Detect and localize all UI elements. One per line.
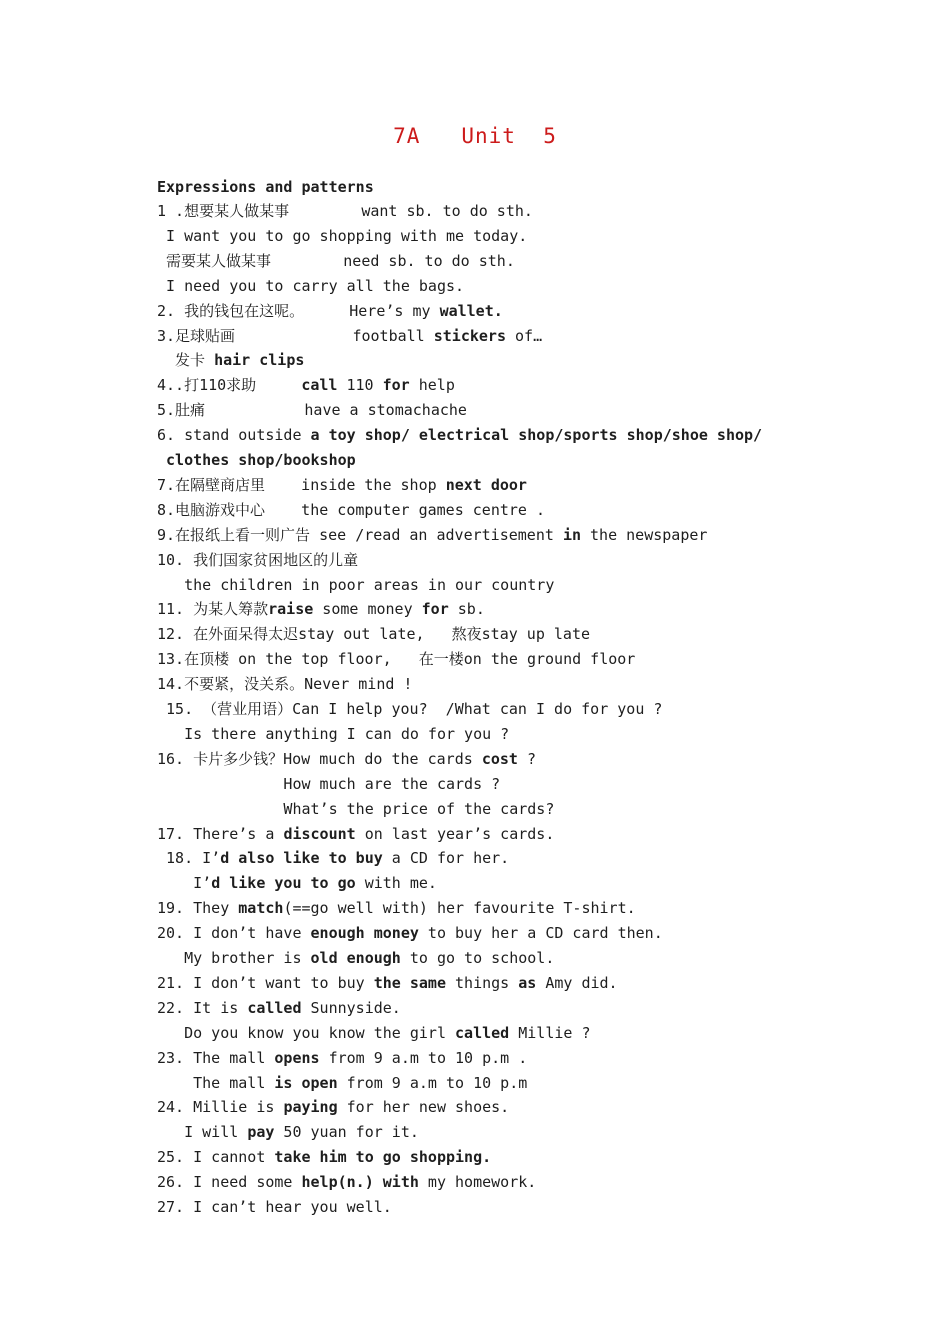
expression-line [157, 1048, 527, 1068]
text-segment: sb. [448, 600, 485, 618]
expression-line [157, 251, 515, 271]
text-segment: 23. The mall [157, 1049, 275, 1067]
bold-phrase: wallet. [439, 302, 503, 320]
bold-phrase: opens [274, 1049, 320, 1067]
text-segment: ? [517, 750, 536, 768]
text-segment: 发卡 [157, 351, 215, 369]
text-segment: Do you know you know the girl [157, 1024, 456, 1042]
expression-line [157, 649, 635, 669]
expression-line [157, 923, 663, 943]
text-segment: 14.不要紧，没关系。Never mind ! [157, 675, 413, 693]
expression-line [157, 550, 358, 570]
expression-line [157, 276, 464, 296]
expression-line [157, 873, 437, 893]
bold-phrase: is open [274, 1074, 338, 1092]
text-segment: to buy her a CD card then. [418, 924, 663, 942]
text-segment: 11. 为某人筹款 [157, 600, 269, 618]
text-segment: to go to school. [400, 949, 555, 967]
text-segment: 26. I need some [157, 1173, 302, 1191]
text-segment: 8.电脑游戏中心 the computer games centre . [157, 501, 546, 519]
bold-phrase: for [421, 600, 449, 618]
text-segment: 10. 我们国家贫困地区的儿童 [157, 551, 359, 569]
text-segment: 19. They [157, 899, 239, 917]
expression-line [157, 674, 412, 694]
bold-phrase: as [518, 974, 537, 992]
text-segment: 50 yuan for it. [274, 1123, 419, 1141]
text-segment: Sunnyside. [301, 999, 401, 1017]
text-segment: some money [313, 600, 422, 618]
expression-line [157, 948, 554, 968]
text-segment: 9.在报纸上看一则广告 see /read an advertisement [157, 526, 563, 544]
text-segment: I’ [157, 874, 212, 892]
text-segment: 6. stand outside [157, 426, 311, 444]
text-segment: I will [157, 1123, 248, 1141]
bold-phrase: the same [373, 974, 446, 992]
text-segment: I need you to carry all the bags. [157, 277, 465, 295]
expression-line [157, 425, 762, 445]
text-segment: 21. I don’t want to buy [157, 974, 374, 992]
text-segment: Millie ? [509, 1024, 591, 1042]
expression-line [157, 1023, 590, 1043]
text-segment: 20. I don’t have [157, 924, 311, 942]
bold-phrase: called [247, 999, 302, 1017]
expression-line [157, 724, 509, 744]
text-segment: 4..打110求助 [157, 376, 302, 394]
expression-line [157, 973, 618, 993]
text-segment: a CD for her. [382, 849, 510, 867]
text-segment: help [409, 376, 455, 394]
expression-line [157, 350, 304, 370]
expression-line [157, 824, 554, 844]
text-segment: The mall [157, 1074, 275, 1092]
expression-line [157, 898, 636, 918]
text-segment: on last year’s cards. [355, 825, 555, 843]
expression-line [157, 749, 536, 769]
expression-line [157, 575, 554, 595]
expression-line [157, 1122, 419, 1142]
bold-phrase: for [382, 376, 410, 394]
bold-phrase: enough money [310, 924, 419, 942]
expression-line [157, 699, 662, 719]
bold-phrase: d also like to buy [220, 849, 383, 867]
text-segment: things [446, 974, 519, 992]
text-segment: my homework. [418, 1173, 537, 1191]
text-segment: What’s the price of the cards? [157, 800, 555, 818]
text-segment: 16. 卡片多少钱？How much do the cards [157, 750, 482, 768]
text-segment: from 9 a.m to 10 p.m . [319, 1049, 528, 1067]
expression-line [157, 774, 500, 794]
expression-line [157, 201, 533, 221]
text-segment: of… [506, 327, 543, 345]
text-segment: 3.足球贴画 football [157, 327, 434, 345]
page-title: 7A Unit 5 [393, 124, 557, 148]
text-segment: 27. I can’t hear you well. [157, 1198, 392, 1216]
bold-phrase: d like you to go [211, 874, 356, 892]
bold-phrase: take him to go shopping. [274, 1148, 492, 1166]
expression-line [157, 1097, 509, 1117]
expression-line [157, 1073, 527, 1093]
bold-phrase: clothes shop/bookshop [157, 451, 356, 469]
text-segment: the newspaper [581, 526, 708, 544]
expression-line [157, 624, 590, 644]
text-segment: 12. 在外面呆得太迟stay out late, 熬夜stay up late [157, 625, 591, 643]
text-segment: 2. 我的钱包在这呢。 Here’s my [157, 302, 440, 320]
text-segment: the children in poor areas in our country [157, 576, 555, 594]
expression-line [157, 599, 485, 619]
expression-line [157, 998, 401, 1018]
text-segment: 24. Millie is [157, 1098, 284, 1116]
bold-phrase: a toy shop/ electrical shop/sports shop/shoe shop/ [310, 426, 763, 444]
text-segment: with me. [355, 874, 437, 892]
text-segment: 18. I’ [157, 849, 221, 867]
text-segment: How much are the cards ? [157, 775, 501, 793]
bold-phrase: next door [445, 476, 527, 494]
text-segment: Amy did. [536, 974, 618, 992]
section-heading: Expressions and patterns [157, 178, 374, 196]
bold-phrase: hair clips [214, 351, 305, 369]
expression-line [157, 475, 527, 495]
bold-phrase: paying [283, 1098, 338, 1116]
expression-line [157, 500, 545, 520]
text-segment: (==go well with) her favourite T-shirt. [283, 899, 636, 917]
bold-phrase: stickers [433, 327, 506, 345]
expression-line [157, 1197, 392, 1217]
text-segment: 需要某人做某事 need sb. to do sth. [157, 252, 515, 270]
text-segment: 22. It is [157, 999, 248, 1017]
expression-line [157, 848, 509, 868]
text-segment: from 9 a.m to 10 p.m [337, 1074, 528, 1092]
bold-phrase: in [562, 526, 581, 544]
bold-phrase: cost [481, 750, 518, 768]
text-segment: I want you to go shopping with me today. [157, 227, 528, 245]
expression-line [157, 525, 707, 545]
expression-line [157, 301, 503, 321]
expression-line [157, 799, 554, 819]
text-segment: Is there anything I can do for you ? [157, 725, 510, 743]
text-segment: 15. （营业用语）Can I help you? /What can I do for you ? [157, 700, 663, 718]
text-segment: 13.在顶楼 on the top floor, 在一楼on the ground floor [157, 650, 636, 668]
text-segment: 25. I cannot [157, 1148, 275, 1166]
expression-line [157, 1147, 491, 1167]
text-segment: 5.肚痛 have a stomachache [157, 401, 467, 419]
text-segment: 17. There’s a [157, 825, 284, 843]
text-segment: for her new shoes. [337, 1098, 510, 1116]
expression-line [157, 326, 542, 346]
expression-line [157, 450, 356, 470]
bold-phrase: raise [268, 600, 314, 618]
bold-phrase: called [455, 1024, 510, 1042]
expression-line [157, 400, 467, 420]
expression-line [157, 375, 455, 395]
text-segment: My brother is [157, 949, 311, 967]
text-segment: 7.在隔壁商店里 inside the shop [157, 476, 446, 494]
expression-line [157, 1172, 536, 1192]
bold-phrase: discount [283, 825, 356, 843]
text-segment: 110 [337, 376, 383, 394]
text-segment: 1 .想要某人做某事 want sb. to do sth. [157, 202, 533, 220]
expression-line [157, 226, 527, 246]
bold-phrase: match [238, 899, 284, 917]
bold-phrase: call [301, 376, 338, 394]
bold-phrase: old enough [310, 949, 401, 967]
bold-phrase: help(n.) with [301, 1173, 419, 1191]
bold-phrase: pay [247, 1123, 275, 1141]
